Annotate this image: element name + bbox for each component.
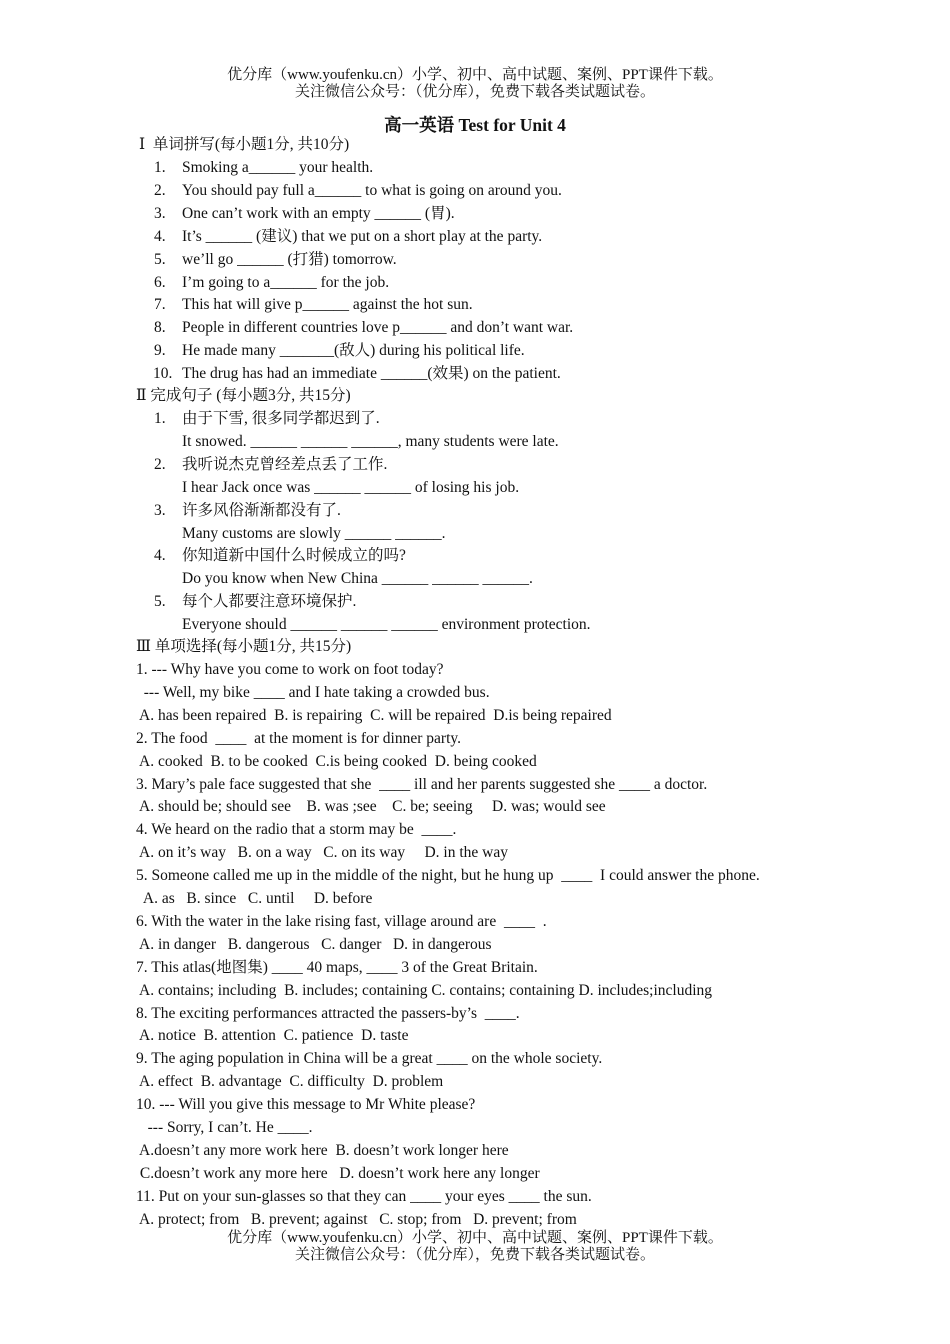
- choice-question-line: A.doesn’t any more work here B. doesn’t work longer here: [136, 1141, 509, 1159]
- choice-question-line: A. cooked B. to be cooked C.is being cooked D. being cooked: [136, 752, 537, 770]
- choice-question-line: 7. This atlas(地图集) ____ 40 maps, ____ 3 of the Great Britain.: [136, 958, 538, 976]
- chinese-sentence: 我听说杰克曾经差点丢了工作.: [182, 455, 388, 473]
- choice-question-line: A. should be; should see B. was ;see C. be; seeing D. was; would see: [136, 798, 606, 816]
- choice-question-line: 6. With the water in the lake rising fast, village around are ____ .: [136, 912, 547, 930]
- choice-question-line: A. has been repaired B. is repairing C. will be repaired D.is being repaired: [136, 706, 612, 724]
- item-number: 8.: [154, 319, 166, 337]
- item-number: 5.: [154, 593, 166, 611]
- item-number: 7.: [154, 296, 166, 314]
- spelling-question: This hat will give p______ against the hot sun.: [182, 296, 473, 314]
- choice-question-line: 3. Mary’s pale face suggested that she ____ ill and her parents suggested she ____ a doctor.: [136, 775, 708, 793]
- choice-question-line: 1. --- Why have you come to work on foot today?: [136, 661, 444, 678]
- header-line-2: 关注微信公众号：（优分库），免费下载各类试题试卷。: [294, 84, 655, 100]
- footer-line-2: 关注微信公众号：（优分库），免费下载各类试题试卷。: [294, 1247, 655, 1263]
- footer-line-1: 优分库（www.youfenku.cn）小学、初中、高中试题、案例、PPT课件下载。: [227, 1230, 723, 1246]
- section1-heading: Ⅰ 单词拼写(每小题1分, 共10分): [139, 136, 350, 153]
- item-number: 3.: [154, 204, 166, 222]
- english-sentence: It snowed. ______ ______ ______, many students were late.: [182, 432, 559, 450]
- item-number: 2.: [154, 181, 166, 199]
- section2-heading: Ⅱ 完成句子 (每小题3分, 共15分): [136, 387, 351, 404]
- spelling-question: I’m going to a______ for the job.: [182, 273, 390, 291]
- item-number: 5.: [154, 250, 166, 268]
- item-number: 10.: [153, 365, 173, 383]
- page-header: [0, 67, 950, 101]
- spelling-question: The drug has had an immediate ______(效果) on the patient.: [182, 365, 561, 383]
- chinese-sentence: 你知道新中国什么时候成立的吗?: [182, 547, 406, 565]
- choice-question-line: A. notice B. attention C. patience D. taste: [136, 1027, 409, 1045]
- choice-question-line: 10. --- Will you give this message to Mr White please?: [136, 1096, 476, 1114]
- item-number: 9.: [154, 342, 166, 360]
- item-number: 6.: [154, 273, 166, 291]
- item-number: 1.: [154, 159, 166, 176]
- page-footer: [0, 1230, 950, 1264]
- english-sentence: Many customs are slowly ______ ______.: [182, 524, 446, 542]
- chinese-sentence: 每个人都要注意环境保护.: [182, 593, 357, 611]
- section3-heading: Ⅲ 单项选择(每小题1分, 共15分): [136, 638, 352, 655]
- item-number: 1.: [154, 410, 166, 427]
- choice-question-line: A. protect; from B. prevent; against C. stop; from D. prevent; from: [136, 1210, 577, 1228]
- choice-question-line: 8. The exciting performances attracted the passers-by’s ____.: [136, 1004, 520, 1022]
- choice-question-line: A. contains; including B. includes; containing C. contains; containing D. includes;including: [136, 981, 713, 999]
- header-line-1: 优分库（www.youfenku.cn）小学、初中、高中试题、案例、PPT课件下载。: [227, 67, 723, 83]
- choice-question-line: A. as B. since C. until D. before: [136, 890, 373, 907]
- choice-question-line: C.doesn’t work any more here D. doesn’t work here any longer: [136, 1164, 540, 1182]
- choice-question-line: --- Sorry, I can’t. He ____.: [136, 1119, 313, 1136]
- english-sentence: I hear Jack once was ______ ______ of losing his job.: [182, 478, 520, 496]
- choice-question-line: 2. The food ____ at the moment is for dinner party.: [136, 729, 462, 747]
- spelling-question: You should pay full a______ to what is going on around you.: [182, 181, 562, 199]
- english-sentence: Everyone should ______ ______ ______ environment protection.: [182, 616, 591, 634]
- spelling-question: we’ll go ______ (打猎) tomorrow.: [182, 250, 397, 268]
- english-sentence: Do you know when New China ______ ______ ______.: [182, 570, 533, 588]
- choice-question-line: A. effect B. advantage C. difficulty D. problem: [136, 1073, 444, 1091]
- choice-question-line: 4. We heard on the radio that a storm may be ____.: [136, 821, 457, 839]
- chinese-sentence: 由于下雪, 很多同学都迟到了.: [182, 410, 380, 427]
- spelling-question: Smoking a______ your health.: [182, 159, 374, 176]
- item-number: 2.: [154, 455, 166, 473]
- spelling-question: He made many _______(敌人) during his political life.: [182, 342, 525, 360]
- item-number: 4.: [154, 547, 166, 565]
- spelling-question: One can’t work with an empty ______ (胃).: [182, 204, 455, 222]
- choice-question-line: A. in danger B. dangerous C. danger D. in dangerous: [136, 935, 492, 953]
- item-number: 3.: [154, 501, 166, 519]
- spelling-question: It’s ______ (建议) that we put on a short play at the party.: [182, 227, 543, 245]
- spelling-question: People in different countries love p______ and don’t want war.: [182, 319, 574, 337]
- choice-question-line: 5. Someone called me up in the middle of the night, but he hung up ____ I could answer the phone.: [136, 867, 760, 885]
- item-number: 4.: [154, 227, 166, 245]
- choice-question-line: 11. Put on your sun-glasses so that they can ____ your eyes ____ the sun.: [136, 1187, 592, 1205]
- choice-question-line: 9. The aging population in China will be a great ____ on the whole society.: [136, 1050, 603, 1068]
- choice-question-line: --- Well, my bike ____ and I hate taking a crowded bus.: [136, 683, 490, 701]
- chinese-sentence: 许多风俗渐渐都没有了.: [182, 501, 341, 519]
- page-title: 高一英语 Test for Unit 4: [384, 115, 566, 135]
- choice-question-line: A. on it’s way B. on a way C. on its way D. in the way: [136, 844, 508, 862]
